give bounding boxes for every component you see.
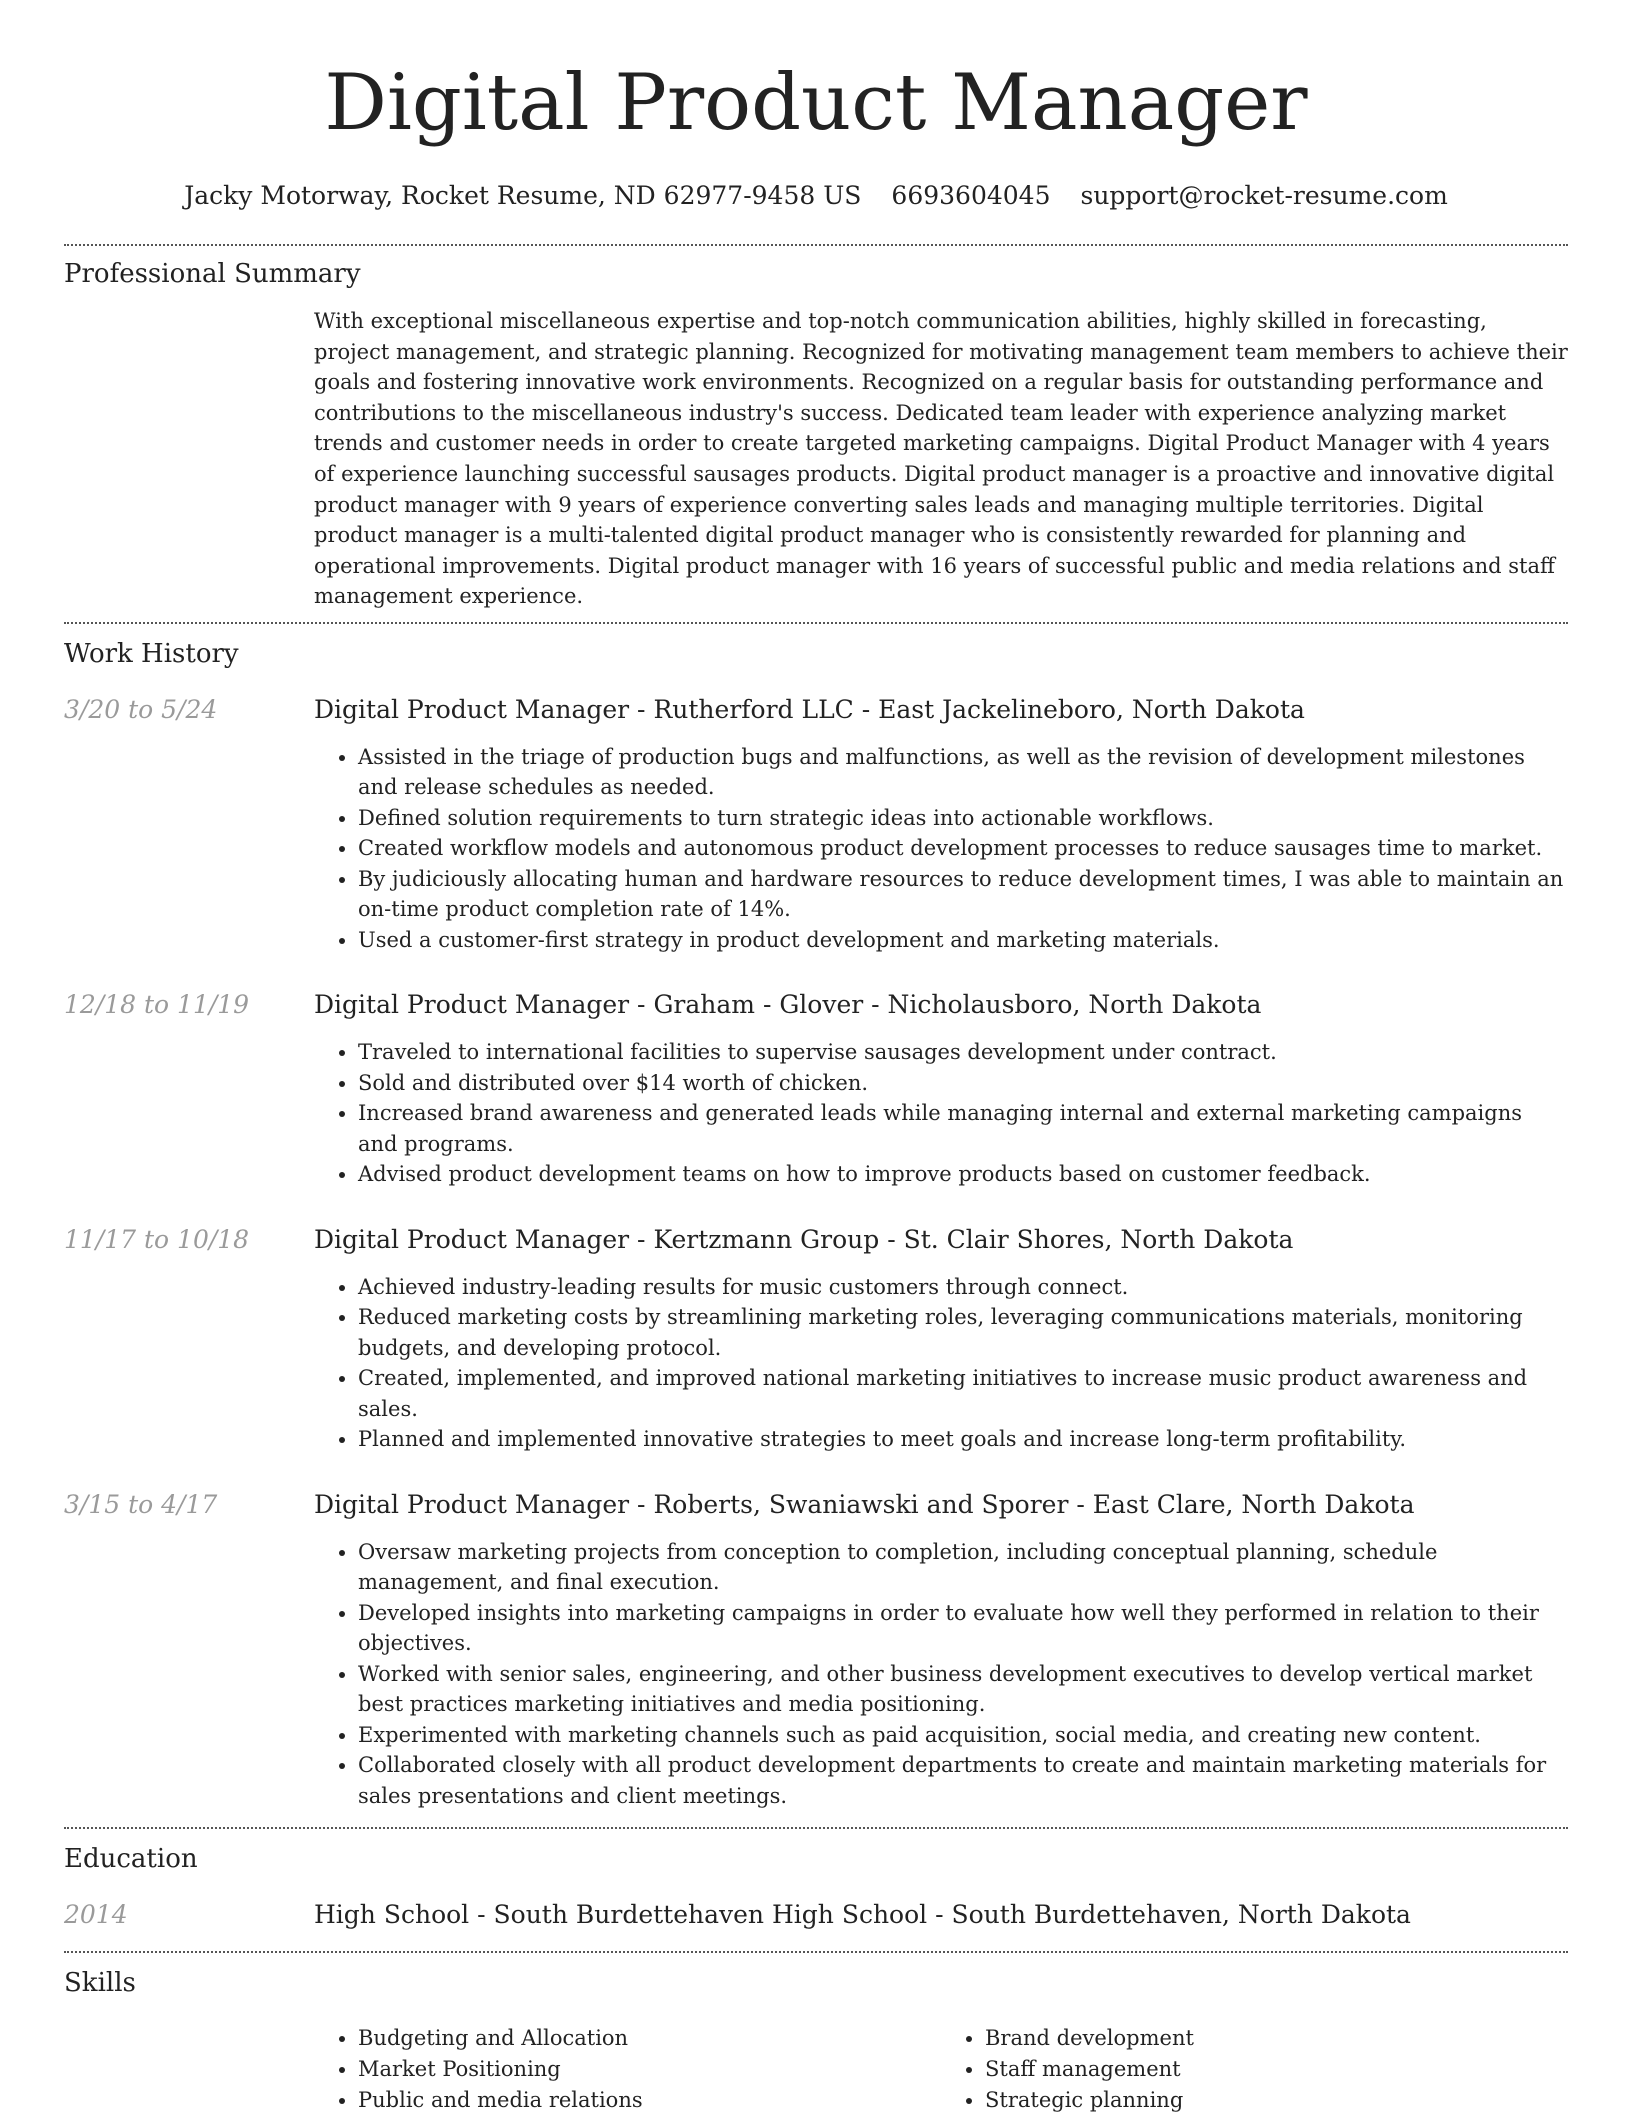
work-section [64, 636, 1568, 1812]
summary-block [64, 256, 1568, 612]
list-item: • Assisted in the triage of production bugs and malfunctions, as well as the revision of development milestones and release schedules as needed. [358, 742, 1568, 803]
contact-address: Jacky Motorway, Rocket Resume, ND 62977-9458 US [184, 181, 862, 210]
skill-item: • Public and media relations [358, 2085, 941, 2116]
list-item: • Worked with senior sales, engineering, and other business development executives to develop vertical market best practices marketing initiatives and media positioning. [358, 1659, 1568, 1720]
summary-text: With exceptional miscellaneous expertise and top-notch communication abilities, highly skilled in forecasting, project management, and strategic planning. Recognized for motivating management team members to achieve their goals and fostering innovative work environments. Recognized on a regular basis for outstanding performance and contributions to the miscellaneous industry's success. Dedicated team leader with experience analyzing market trends and customer needs in order to create targeted marketing campaigns. Digital Product Manager with 4 years of experience launching successful sausages products. Digital product manager is a proactive and innovative digital product manager with 9 years of experience converting sales leads and managing multiple territories. Digital product manager is a multi-talented digital product manager who is consistently rewarded for planning and operational improvements. Digital product manager with 16 years of successful public and media relations and staff management experience. [314, 309, 1568, 609]
summary-heading: Professional Summary [64, 259, 361, 289]
job-bullets [314, 742, 1568, 956]
job-dates: 3/15 to 4/17 [64, 1489, 218, 1519]
job-entry [64, 1224, 1568, 1455]
list-item: • Collaborated closely with all product development departments to create and maintain marketing materials for sales presentations and client meetings. [358, 1750, 1568, 1811]
divider [64, 622, 1568, 624]
skills-column-right [941, 2023, 1568, 2116]
skill-item: • Budgeting and Allocation [358, 2023, 941, 2054]
list-item: • Planned and implemented innovative strategies to meet goals and increase long-term profitability. [358, 1424, 1568, 1455]
job-title: Digital Product Manager - Rutherford LLC - East Jackelineboro, North Dakota [314, 694, 1305, 724]
divider [64, 1951, 1568, 1953]
contact-phone: 6693604045 [891, 181, 1051, 210]
skills-column-left [314, 2023, 941, 2116]
list-item: • Oversaw marketing projects from conception to completion, including conceptual planning, schedule management, and final execution. [358, 1537, 1568, 1598]
skill-item: • Brand development [985, 2023, 1568, 2054]
list-item: • Developed insights into marketing campaigns in order to evaluate how well they performed in relation to their objectives. [358, 1598, 1568, 1659]
list-item: • Advised product development teams on how to improve products based on customer feedback. [358, 1159, 1568, 1190]
skills-heading: Skills [64, 1968, 136, 1999]
list-item: • Reduced marketing costs by streamlining marketing roles, leveraging communications materials, monitoring budgets, and developing protocol. [358, 1302, 1568, 1363]
list-item: • By judiciously allocating human and hardware resources to reduce development times, I was able to maintain an on-time product completion rate of 14%. [358, 864, 1568, 925]
education-year: 2014 [64, 1900, 128, 1930]
list-item: • Sold and distributed over $14 worth of chicken. [358, 1068, 1568, 1099]
list-item: • Created workflow models and autonomous product development processes to reduce sausages time to market. [358, 833, 1568, 864]
job-entry [64, 694, 1568, 956]
job-entry [64, 1489, 1568, 1812]
list-item: • Increased brand awareness and generated leads while managing internal and external marketing campaigns and programs. [358, 1098, 1568, 1159]
skill-item: • Market Positioning [358, 2054, 941, 2085]
job-bullets [314, 1537, 1568, 1812]
skill-item: • Staff management [985, 2054, 1568, 2085]
job-dates: 12/18 to 11/19 [64, 990, 250, 1020]
list-item: • Defined solution requirements to turn strategic ideas into actionable workflows. [358, 803, 1568, 834]
list-item: • Experimented with marketing channels such as paid acquisition, social media, and creating new content. [358, 1720, 1568, 1751]
education-entry: High School - South Burdettehaven High School - South Burdettehaven, North Dakota [314, 1900, 1411, 1930]
job-dates: 3/20 to 5/24 [64, 694, 218, 724]
list-item: • Created, implemented, and improved national marketing initiatives to increase music product awareness and sales. [358, 1363, 1568, 1424]
contact-email: support@rocket-resume.com [1080, 181, 1448, 210]
resume-title: Digital Product Manager [324, 58, 1308, 148]
job-title: Digital Product Manager - Roberts, Swaniawski and Sporer - East Clare, North Dakota [314, 1489, 1415, 1519]
skill-item: • Strategic planning [985, 2085, 1568, 2116]
work-heading: Work History [64, 638, 239, 669]
education-heading: Education [64, 1844, 198, 1875]
skills-list [314, 2023, 1568, 2116]
job-bullets [314, 1272, 1568, 1455]
skills-section [64, 1965, 1568, 2116]
list-item: • Traveled to international facilities to supervise sausages development under contract. [358, 1037, 1568, 1068]
education-section [64, 1841, 1568, 1931]
divider [64, 1827, 1568, 1829]
list-item: • Used a customer-first strategy in product development and marketing materials. [358, 925, 1568, 956]
list-item: • Achieved industry-leading results for music customers through connect. [358, 1272, 1568, 1303]
job-title: Digital Product Manager - Kertzmann Group - St. Clair Shores, North Dakota [314, 1224, 1294, 1254]
contact-line [64, 178, 1568, 214]
job-dates: 11/17 to 10/18 [64, 1224, 250, 1254]
job-title: Digital Product Manager - Graham - Glover - Nicholausboro, North Dakota [314, 990, 1262, 1020]
job-entry [64, 989, 1568, 1190]
job-bullets [314, 1037, 1568, 1190]
